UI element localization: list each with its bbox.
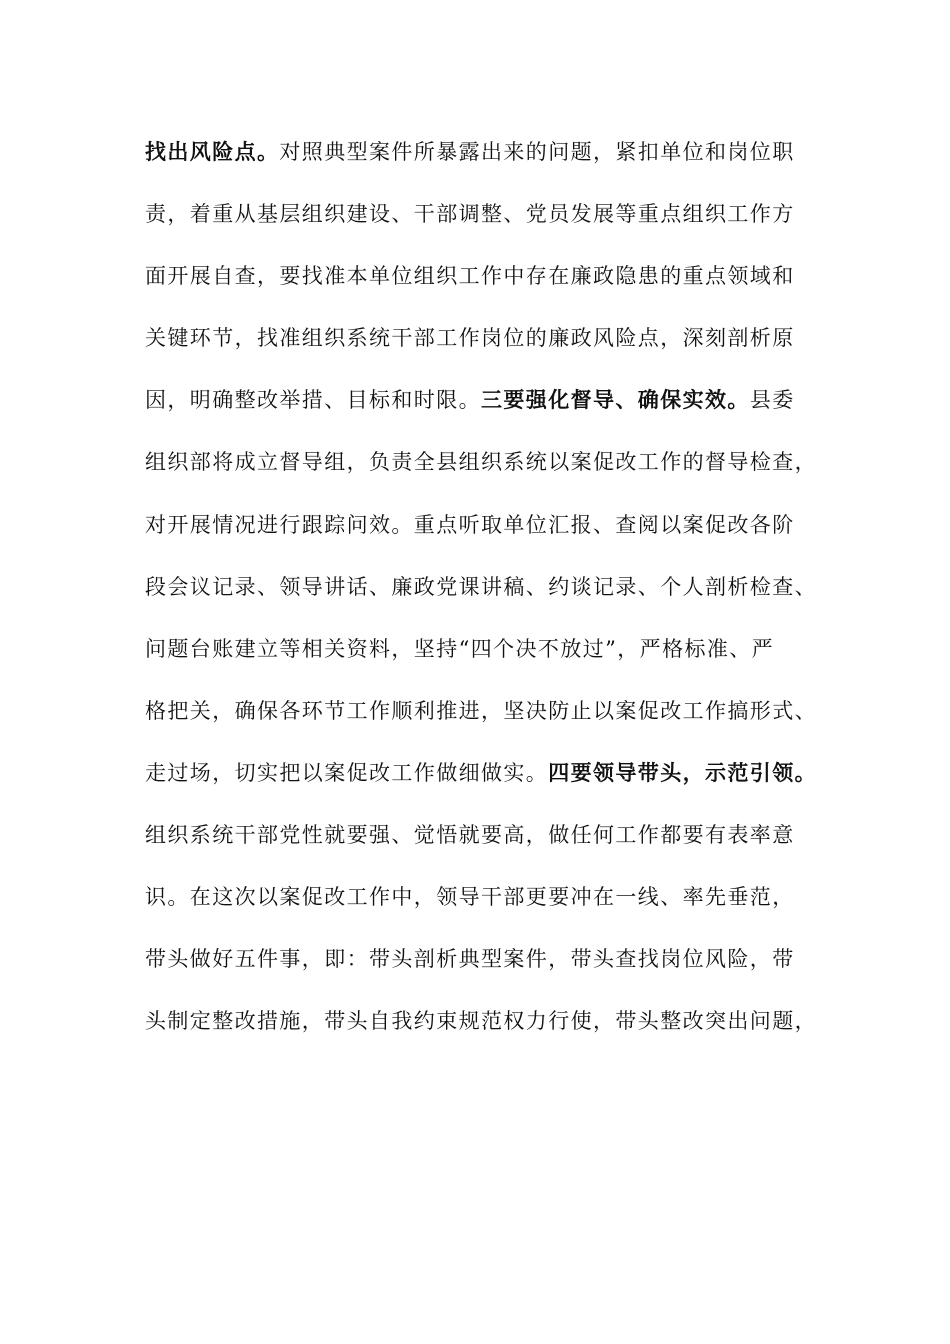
text-line — [145, 379, 835, 441]
text-line — [145, 628, 835, 690]
paragraph-text: 对照典型案件所暴露出来的问题，紧扣单位和岗位职 — [279, 140, 795, 164]
paragraph-text: 对开展情况进行跟踪问效。重点听取单位汇报、查阅以案促改各阶 — [145, 512, 795, 537]
paragraph-text: 头制定整改措施，带头自我约束规范权力行使，带头整改突出问题， — [145, 1009, 817, 1034]
text-line — [145, 504, 835, 566]
text-line — [145, 441, 835, 503]
paragraph-text: 组织部将成立督导组，负责全县组织系统以案促改工作的督导检查， — [145, 450, 817, 475]
text-line — [145, 193, 835, 255]
text-line — [145, 876, 835, 938]
text-line — [145, 131, 835, 193]
paragraph-text: 问题台账建立等相关资料，坚持“四个决不放过”，严格标准、严 — [145, 636, 775, 661]
text-line — [145, 752, 835, 814]
paragraph-text: 带头做好五件事，即：带头剖析典型案件，带头查找岗位风险，带 — [145, 947, 795, 972]
bold-heading-text: 四要领导带头，示范引领。 — [548, 759, 818, 785]
paragraph-text: 格把关，确保各环节工作顺利推进，坚决防止以案促改工作搞形式、 — [145, 698, 817, 723]
body-text — [145, 131, 835, 1062]
text-line — [145, 814, 835, 876]
paragraph-text: 因，明确整改举措、目标和时限。 — [145, 388, 481, 413]
paragraph-text: 面开展自查，要找准本单位组织工作中存在廉政隐患的重点领域和 — [145, 264, 795, 289]
paragraph-text: 识。在这次以案促改工作中，领导干部更要冲在一线、率先垂范， — [145, 885, 795, 910]
text-line — [145, 690, 835, 752]
paragraph-text: 责，着重从基层组织建设、干部调整、党员发展等重点组织工作方 — [145, 202, 795, 227]
paragraph-text: 关键环节，找准组织系统干部工作岗位的廉政风险点，深刻剖析原 — [145, 326, 795, 351]
paragraph-text: 走过场，切实把以案促改工作做细做实。 — [145, 760, 549, 785]
paragraph-text: 县委 — [749, 388, 795, 413]
text-line — [145, 1000, 835, 1062]
text-line — [145, 317, 835, 379]
text-line — [145, 938, 835, 1000]
text-line — [145, 566, 835, 628]
text-line — [145, 255, 835, 317]
bold-heading-text: 三要强化督导、确保实效。 — [481, 387, 750, 413]
paragraph-text: 组织系统干部党性就要强、觉悟就要高，做任何工作都要有表率意 — [145, 823, 795, 848]
bold-heading-text: 找出风险点。 — [145, 139, 280, 164]
paragraph-text: 段会议记录、领导讲话、廉政党课讲稿、约谈记录、个人剖析检查、 — [145, 574, 817, 599]
